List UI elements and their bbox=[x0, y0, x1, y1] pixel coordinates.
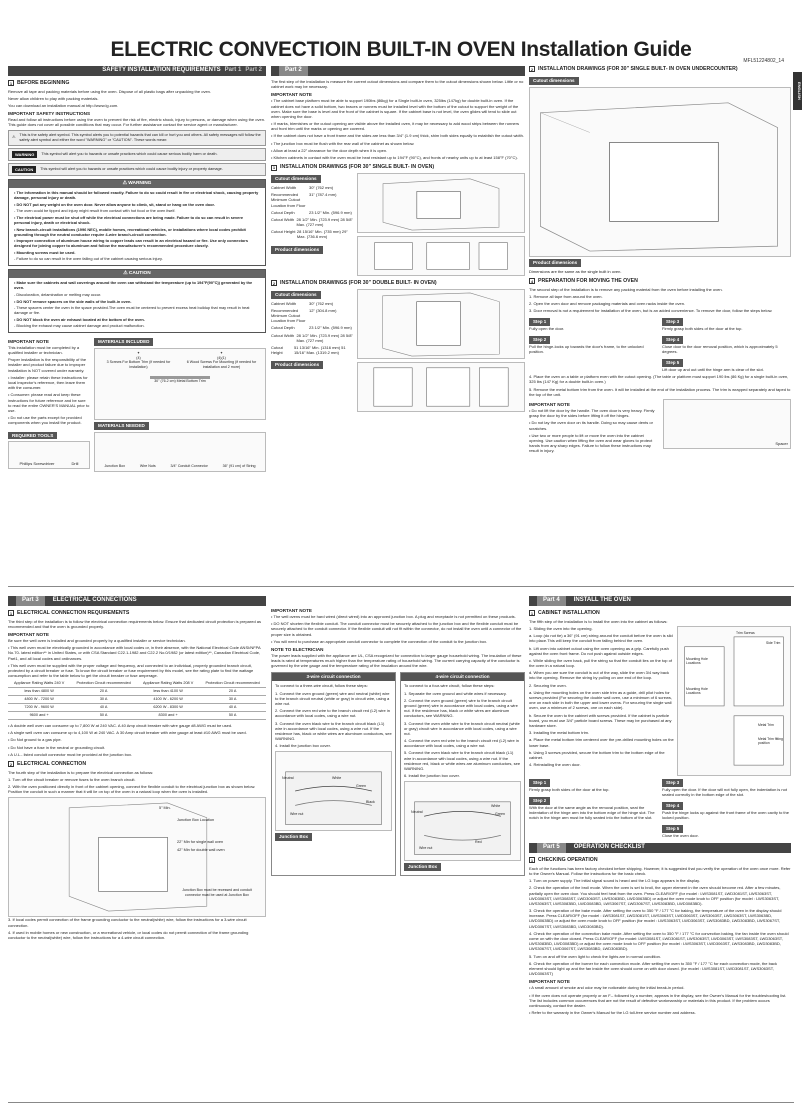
circuit-notes bbox=[8, 723, 266, 757]
step-text: Fully open the door. If the door will not fully open, the indentation is not seated correctly in the bottom edge of the slot. bbox=[662, 786, 787, 797]
single-product-diagram bbox=[357, 236, 525, 276]
list-item: b. Using 3 screws provided, secure the bottom trim to the bottom edge of the cabinet. bbox=[529, 749, 665, 760]
undercounter-diagram bbox=[529, 87, 791, 257]
wood-screw-icon: ✦ bbox=[219, 350, 223, 355]
list-item: 4. Connect the oven red wire to the branch circuit red (L2) wire in accordance with local codes, using a wire nut. bbox=[404, 738, 519, 749]
list-item: 2. Securing the oven. bbox=[529, 682, 567, 688]
product-dimensions-title: Product dimensions bbox=[529, 259, 581, 267]
table-header: Protection Circuit recommended bbox=[199, 680, 266, 687]
section-heading: 1 CABINET INSTALLATION bbox=[530, 610, 600, 616]
list-item: • Do not use the parts except for provided components when you install the product. bbox=[8, 415, 82, 426]
list-item: • Consumer: please read and keep these instructions for future reference and be sure to read the entire OWNER'S MANUAL prior to use. bbox=[8, 392, 90, 413]
list-item: b. Secure the oven to the cabinet with screws provided. If the cabinet is particle board, you must use 3/4" particle board screws. These may be purchased at any hardware store. bbox=[529, 712, 672, 728]
step-text: Close the oven door. bbox=[662, 832, 699, 838]
list-item: • A double well oven can consume up to 7,800 W at 240 VAC. A 40 Amp circuit breaker with wire gauge #8 AWG must be used. bbox=[8, 723, 233, 729]
section-heading: 2 INSTALLATION DRAWINGS (FOR 30" DOUBLE BUILT- IN OVEN) bbox=[272, 279, 437, 286]
caution-item: • Make sure the cabinets and wall coverings around the oven can withstand the temperature (up to 194°F(90°C)) generated by the oven. bbox=[14, 280, 253, 291]
caution-badge: CAUTION bbox=[12, 166, 36, 173]
list-item: 3. Check the operation of the bake mode. After setting the oven to 350 °F / 177 °C for baking, the temperature of the oven in the display should increase. Press CLEAR/OFF (for model : LWS3081ST, LWD3081ST, LWS3063ST, LWD3063ST, LWS3063ST, LWD3063ST, LWS3063BD, LWD3063BD) or adjust the oven mode knob to OFF position (for model : LWS3063ST, LWD3063ST, LWS3083BD, LWD3083BD, LWS3067ST, LWD3067ST, LWS3083BD, LWD3083BD). bbox=[529, 908, 782, 929]
list-item: • This well oven must be supplied with the proper voltage and frequency, and connected to an individual, properly grounded branch circuit, protected by a circuit breaker or fuse. To know the circuit breaker or fuse requirement by this model, see the rating plate to find the wattage consumption and refer to the table below to get the circuit breaker or fuse amperage. bbox=[8, 662, 254, 679]
screw-icon: ✦ bbox=[136, 350, 140, 355]
connection-after-steps bbox=[8, 917, 266, 940]
page-divider bbox=[8, 586, 794, 587]
warning-list bbox=[9, 188, 265, 265]
wire-label: Neutral bbox=[282, 776, 294, 781]
important-note-list bbox=[529, 408, 659, 454]
section-heading: 1 INSTALLATION DRAWINGS (FOR 30" SINGLE BUILT- IN OVEN) bbox=[272, 164, 435, 171]
table-cell: 8300 and + bbox=[137, 712, 199, 720]
diagram-label: Junction Box Location bbox=[177, 818, 215, 823]
four-wire-diagram bbox=[404, 781, 521, 861]
spacer-label: Spacer bbox=[775, 440, 788, 446]
step-label: Step 3 bbox=[662, 779, 683, 787]
list-item: 3. Connect the oven white wire to the branch circuit neutral (white or gray) circuit wire in accordance with local codes, using a wire nut. bbox=[404, 720, 520, 736]
conduit-connector-icon: 3/4" Conduit Connector bbox=[170, 464, 208, 469]
dim-row: Cutout Depth 23 1/2" Min. (596.9 mm) bbox=[271, 209, 352, 215]
connection-steps bbox=[8, 777, 266, 795]
part1-column bbox=[8, 66, 266, 576]
list-item: Proper installation is the responsibility of the installer and product failure due to improper installation is NOT covered under warranty. bbox=[8, 357, 87, 373]
part1-bar-tail: Part 2 bbox=[245, 67, 262, 74]
important-note-list bbox=[8, 645, 266, 678]
paragraph: To connect to a four-wire circuit, follow these steps: bbox=[404, 683, 495, 689]
warning-badge: WARNING bbox=[12, 151, 37, 158]
wire-label: White bbox=[491, 804, 501, 809]
list-item: 2. Open the oven door and remove packaging materials and oven racks inside the oven. bbox=[529, 301, 686, 306]
three-wire-title: 3-wire circuit connection bbox=[272, 673, 395, 681]
list-item: • The junction box must be flush with the rear wall of the cabinet as shown below. bbox=[271, 140, 415, 146]
list-item: • DO NOT shorten the flexible conduit. The conduit connector must be securely attached to the junction box and the flexible conduit must be securely attached to the conduit connector. If the flexible conduit will not fit within the connector, do not install the oven until a connector of the proper size is obtained. bbox=[271, 621, 522, 637]
paragraph: The third step of the installation is to follow the electrical connection requirements below. Ensure that dedicated circuit protection is prepared as recommended and that the oven is grounded properly. bbox=[8, 618, 262, 629]
list-item: • Do Not have a fuse in the neutral or grounding circuit. bbox=[8, 744, 106, 750]
double-cutout-diagram bbox=[357, 289, 525, 359]
diagram-label: 22" Min for single wall oven bbox=[177, 840, 224, 845]
step-label: Step 4 bbox=[662, 802, 683, 810]
important-note-heading: IMPORTANT NOTE bbox=[8, 632, 50, 638]
caution-item: • DO NOT remove spacers on the side walls of the built-in oven. bbox=[14, 298, 132, 304]
caution-item: - Discoloration, delamination or melting may occur. bbox=[14, 291, 102, 297]
wire-label: Green bbox=[356, 784, 366, 789]
important-note-heading: IMPORTANT NOTE bbox=[8, 338, 50, 344]
paragraph: The power leads supplied with the appliance are UL, CSA recognized for connection to larger gauge household wiring. The insulation of these leads is rated at temperatures much higher than the temperature rating of household wiring. The current carrying capacity of the conductor is governed by the wire gauge and the temperature rating of the insulation around the wire. bbox=[271, 652, 522, 669]
dim-row: Cabinet Width 30" (762 mm) bbox=[271, 184, 334, 190]
junction-box-diagram bbox=[8, 797, 266, 917]
paragraph: Read and follow all instructions before using the oven to prevent the risk of fire, electric shock, injury to persons, or damage when using the oven. This guide does not cover all possible conditions that may occur. For further assistance contact the service agent or manufacturer. bbox=[8, 117, 266, 128]
list-item: • Do not lift the door by the handle. The oven door is very heavy. Firmly grasp the door by the sides before lifting it off the hinges. bbox=[529, 408, 655, 419]
warning-item: • DO NOT put any weight on the oven door. Never allow anyone to climb, sit, stand or hang on the oven door. bbox=[14, 201, 215, 207]
part4-column bbox=[529, 596, 791, 1096]
table-cell: less than 4800 W bbox=[8, 688, 70, 696]
list-item: 3. If local codes permit connection of the frame grounding conductor to the neutral(white) wire, follow the instructions for a 3-wire circuit connection. bbox=[8, 917, 247, 928]
safety-heading: IMPORTANT SAFETY INSTRUCTIONS bbox=[8, 111, 91, 117]
caution-item: - Blocking the exhaust may cause cabinet damage and product malfunction. bbox=[14, 323, 145, 329]
warning-box-title: ⚠ WARNING bbox=[9, 180, 265, 188]
important-note-heading: IMPORTANT NOTE bbox=[271, 92, 313, 98]
list-item: 1. Turn off the circuit breaker or remove fuses to the oven branch circuit. bbox=[8, 776, 136, 782]
wire-label: Wire nut bbox=[419, 846, 433, 851]
important-note-heading: IMPORTANT NOTE bbox=[529, 402, 571, 408]
step-text: Close door to the door removal position, which is approximately 5 degrees. bbox=[662, 344, 778, 355]
paragraph: Remove all tape and packing materials before using the oven. Dispose of all plastic bags after unpacking the oven. bbox=[8, 88, 212, 94]
list-item: • Allow at least a 22" clearance for the door depth when it is open. bbox=[271, 147, 388, 153]
diagram-label: Trim Screws bbox=[736, 630, 755, 635]
materials-included-title: MATERIALS INCLUDED bbox=[94, 338, 153, 346]
section-heading: 4 PREPARATION FOR MOVING THE OVEN bbox=[530, 277, 638, 284]
table-cell: 40 A bbox=[199, 704, 266, 712]
table-cell: 7200 W - 9600 W bbox=[8, 704, 70, 712]
section-heading: 1 BEFORE BEGINNING bbox=[9, 80, 70, 86]
table-header: Appliance Rating Watts 240 V bbox=[8, 680, 70, 687]
section-heading: 1 CHECKING OPERATION bbox=[530, 857, 598, 864]
list-item: 3. Door removal is not a requirement for installation of the oven, but is an added convenience. To remove the door, follow the steps below. bbox=[529, 308, 773, 314]
list-item: This installation must be completed by a qualified installer or technician. bbox=[8, 344, 80, 356]
table-cell: 9600 and + bbox=[8, 712, 70, 720]
list-item: • A U.L.- listed conduit connector must be provided at the junction box. bbox=[8, 751, 133, 757]
table-cell: 30 A bbox=[70, 696, 137, 704]
list-item: 4. Install the junction box cover. bbox=[275, 743, 331, 749]
install-steps bbox=[529, 626, 674, 776]
table-row bbox=[8, 696, 266, 704]
list-item: a. Using the mounting holes on the oven side trim as a guide, drill pilot holes for screws provided (For securing the double wall oven, use a minimum of 6 screws, one on each side in both the upper and lower ovens. For securing the single wall oven, use a minimum of 2 screws, one on each side). bbox=[529, 689, 672, 711]
list-item: 1. Separate the oven ground and white wires if necessary. bbox=[404, 690, 507, 696]
warning-box bbox=[8, 179, 266, 266]
important-note-list bbox=[8, 345, 90, 426]
warning-item: • The electrical power must be shut off while the electrical connections are being made. Failure to do so can result in severe personal injury, death or electrical shock. bbox=[14, 214, 244, 225]
important-note-heading: IMPORTANT NOTE bbox=[271, 608, 313, 613]
list-item: • Do not lay the oven door on its handle. Doing so may cause dents or scratches. bbox=[529, 420, 653, 431]
junction-box-label: Junction Box bbox=[275, 833, 312, 841]
dim-row: Recommended Minimum Cutout Location from Floor 31" (787.4 mm) bbox=[271, 192, 337, 208]
step-label: Step 2 bbox=[529, 336, 550, 344]
paragraph: Be sure the well oven is installed and grounded properly by a qualified installer or service technician. bbox=[8, 638, 186, 644]
list-item: • Installer: please retain these instructions for local inspector's reference, then leave them with the consumer. bbox=[8, 374, 88, 391]
diagram-label: 42" Min for double wall oven bbox=[177, 848, 225, 853]
list-item: 6. Check the operation of the burner for each convection mode. After setting the oven to 350 °F / 177 °C for each convection mode, the back element should light up and the fan inside the oven should come on with door closed. (for model : LWS3081ST, LWD3081ST, LWS3063ST, LWD3063ST) bbox=[529, 960, 778, 977]
list-item: 5. Connect the oven black wire to the branch circuit black (L1) wire in accordance with local codes, using a wire nut. If the residence red, black or white wires are aluminum conductors, see WARNING. bbox=[404, 750, 521, 772]
list-item: • If the oven does not operate properly or an F-- followed by a number, appears in the display, see the Owner's Manual for the troubleshooting list. The list includes common occurrences that are not the result of defective workmanship or materials in this product. If the problem occurs continuously, contact the dealer. bbox=[529, 992, 787, 1008]
part1-bar-part: Part 1 bbox=[224, 67, 242, 74]
required-tools-title: REQUIRED TOOLS bbox=[8, 432, 57, 440]
list-item: 2. Connect the oven ground (green) wire to the branch circuit ground (green) wire in accordance with local codes, using a wire nut. If the residence has, black or white wires are aluminum conductors, see WARNING. bbox=[404, 697, 518, 719]
dim-row: Cabinet Width 30" (762 mm) bbox=[271, 300, 334, 306]
list-item: • A single well oven can consume up to 4,100 W at 240 VAC. A 30 Amp circuit breaker with wire gauge at least #10 AWG must be used. bbox=[8, 730, 247, 736]
warning-item: • Improper connection of aluminum house wiring to copper leads can result in an electrical hazard or fire. Use only connectors designed for joining copper to aluminum and follow the manufacturer's recommended procedure closely. bbox=[14, 238, 248, 249]
step-text: Pull the hinge-locks up towards the door's frame, to the unlocked position. bbox=[529, 344, 644, 355]
three-wire-box bbox=[271, 672, 396, 876]
page-footer-rule bbox=[8, 1102, 794, 1103]
table-cell: 6200 W - 8300 W bbox=[137, 704, 199, 712]
part1-bar-label: SAFETY INSTALLATION REQUIREMENTS bbox=[102, 67, 221, 74]
list-item: 2. Connect the oven red wire to the branch circuit red (L2) wire in accordance with local codes, using a wire nut. bbox=[275, 708, 390, 719]
wire-label: Green bbox=[495, 812, 505, 817]
paragraph: The fifth step of the installation is to install the oven into the cabinet as follows: bbox=[529, 618, 668, 624]
step-text: Fully open the door. bbox=[529, 326, 565, 332]
warning-item: • New branch-circuit installations (1996 NEC), mobile homes, recreational vehicles, or installations where local codes prohibit grounding through the neutral conductor require 4-wire branch-circuit connection. bbox=[14, 226, 246, 237]
product-dimensions-title: Product dimensions bbox=[271, 361, 323, 369]
step-label: Step 1 bbox=[529, 318, 550, 326]
table-cell: 4100 W - 6200 W bbox=[137, 696, 199, 704]
list-item: • This well oven must be electrically grounded in accordance with local codes or, in their absence, with the National Electrical Code ANSI/NFPA No.70- latest edition** in United States, or with CSA Standard C22.1-1982 and C22.2 No.0/1982 (or latest edition)**, Canadian Electrical Code, Part1, and all local codes and ordinances. bbox=[8, 645, 261, 661]
part1-bar bbox=[8, 66, 266, 76]
caution-box bbox=[8, 269, 266, 333]
list-item: 2. With the oven positioned directly in front of the cabinet opening, connect the flexible conduit to the electrical junction box as shown below. Position the conduit in such a manner that it will lie on top of the oven in a natural loop when the oven is installed. bbox=[8, 784, 256, 795]
diagram-label: Metal Trim fitting position bbox=[758, 736, 783, 746]
warning-legend: WARNING This symbol will alert you to hazards or unsafe practices which could cause serious bodily harm or death. bbox=[8, 148, 266, 161]
table-cell: 20 A bbox=[199, 688, 266, 696]
warning-item: • The information in this manual should be followed exactly. Failure to do so could result in fire or electrical shock, causing property damage, personal injury or death. bbox=[14, 190, 259, 201]
list-item: 3. Connect the oven black wire to the branch circuit black (L1) wire in accordance with local codes, using a wire nut. If the residence has, black or white wires are aluminum conductors, see WARNING. bbox=[275, 720, 392, 742]
diagram-label: Side Trim bbox=[766, 640, 781, 645]
wire-label: Black bbox=[366, 800, 375, 805]
list-item: • Use two or more people to lift or move the oven into the cabinet opening. Use caution when lifting the oven and wear gloves to protect hands from any sharp edges. Failure to follow these instructions may result in injury. bbox=[529, 432, 653, 454]
four-wire-title: 4-wire circuit connection bbox=[401, 673, 524, 681]
list-item: • Do Not ground to a gas pipe. bbox=[8, 737, 62, 743]
table-cell: 50 A bbox=[199, 712, 266, 720]
right-top-column bbox=[529, 66, 791, 576]
table-header: Protection Circuit recommended bbox=[70, 680, 137, 687]
step-label: Step 5 bbox=[662, 825, 683, 833]
list-item: 6. Install the junction box cover. bbox=[404, 773, 460, 779]
caution-list bbox=[9, 278, 265, 332]
list-item: • The well ovens must be hard wired (direct wired) into an approved junction box. A plug and receptacle is not permitted on these products. bbox=[271, 613, 516, 619]
junction-box-label: Junction Box bbox=[404, 863, 441, 871]
paragraph: You can download an installation manual at http://www.lg.com. bbox=[8, 103, 119, 109]
model-code: MFL51224802_14 bbox=[743, 58, 784, 64]
important-note-list bbox=[271, 614, 525, 644]
list-item: 2. Check the operation of the broil mode. When the oven is set to broil, the upper element in the oven should become red. After a few minutes, partially open the oven door. You should feel heat from the oven. Press CLEAR/OFF (for model : LWS3081ST, LWD3081ST, LWS3063ST, LWD3063ST, LWS3083ST, LWD3063ST, LWS3083BD, LWD3063BD) or adjust the oven mode knob to OFF position (for model : LWS3063ST, LWS3063ST, LWS3083BD, LWD3083BD, LWS3067ST, LWD3067ST, LWS3083BD, LWD3083BD). bbox=[529, 885, 781, 906]
list-item: a. Loop (do not tie) a 36" (91 cm) string around the conduit before the oven is slid into place.This will keep the conduit from falling behind the oven. bbox=[529, 633, 673, 644]
step-text: Push the hinge locks up against the front frame of the oven cavity to the locked position. bbox=[662, 809, 789, 820]
caution-item: • DO NOT block the oven air exhaust located at the bottom of the oven. bbox=[14, 316, 145, 322]
table-row bbox=[8, 712, 266, 720]
step-label: Step 2 bbox=[529, 797, 550, 805]
three-wire-diagram bbox=[275, 751, 392, 831]
materials-needed-title: MATERIALS NEEDED bbox=[94, 422, 149, 430]
prep-post-steps bbox=[529, 374, 791, 397]
paragraph: Dimensions are the same as the single built in oven. bbox=[529, 268, 622, 274]
safety-alert-row: ⚠ This is the safety alert symbol. This symbol alerts you to potential hazards that can kill or hurt you and others. All safety messages will follow the safety alert symbol and either the word "WARNING" or "CAUTION". These words mean: bbox=[8, 130, 266, 146]
diagram-label: Metal Trim bbox=[758, 722, 774, 727]
paragraph: To connect to a three-wire circuit, follow these steps: bbox=[275, 683, 368, 689]
table-cell: 20 A bbox=[70, 688, 137, 696]
list-item: 5. Turn on and off the oven light to check the lights are in normal condition. bbox=[529, 953, 662, 959]
warning-item: • Mounting screws must be used. bbox=[14, 249, 76, 255]
part3-column bbox=[8, 596, 266, 1096]
drill-icon: Drill bbox=[71, 461, 79, 467]
list-item: • The cabinet base platform must be able to support 190lbs (86kg) for a Single built-in oven, 325lbs (147kg) for double built-in oven. If the cabinet does not have a solid bottom, two braces or runners must be installed level with the bottom of the cutout to support the weight of the oven. Make sure the base is level and the front of the cabinet is square. If the cabinet base is not level, the oven glides will tend to slide out when opening the door. bbox=[271, 98, 519, 119]
step-label: Step 3 bbox=[662, 318, 683, 326]
list-item: 4. Place the oven on a table or platform even with the cutout opening. (The table or platform must support 190 lbs (86 Kg) for a single built-in oven, 325 lbs (147 Kg) for a double built-in oven.) bbox=[529, 374, 789, 385]
table-cell: 40 A bbox=[70, 704, 137, 712]
wire-label: Wire nut bbox=[290, 812, 304, 817]
cutout-dimensions-title: Cutout dimensions bbox=[529, 77, 579, 85]
table-cell: 4800 W - 7200 W bbox=[8, 696, 70, 704]
list-item: 1. Remove all tape from around the oven. bbox=[529, 293, 603, 299]
electrician-heading: NOTE TO ELECTRICIAN bbox=[271, 646, 324, 652]
product-dimensions-title: Product dimensions bbox=[271, 246, 323, 254]
table-header: Appliance Rating Watts 208 V bbox=[137, 680, 199, 687]
paragraph: Each of the functions has been factory checked before shipping. However, it is suggested that you verify the operation of the oven once more. Refer to the Owner's Manual. Follow the instructions for the basic check. bbox=[529, 865, 791, 876]
warning-item: - Failure to do so can result in the oven falling out of the cabinet causing serious injury. bbox=[14, 256, 163, 262]
list-item: 4. If used in mobile homes or new construction, or a recreational vehicle, or local codes do not permit connection of the frame grounding conductor to the neutral(white) wire, follow the instructions for a 4-wire circuit connection. bbox=[8, 929, 249, 941]
important-note-list bbox=[529, 985, 791, 1015]
materials-needed-diagram bbox=[94, 432, 266, 472]
step-label: Step 4 bbox=[662, 336, 683, 344]
diagram-label: 5" Min. bbox=[159, 806, 171, 811]
step-text: Firmly grasp both sides of the door at the top. bbox=[529, 786, 610, 792]
cutout-dimensions-title: Cutout dimensions bbox=[271, 175, 321, 183]
page-title: ELECTRIC CONVECTIOIN BUILT-IN OVEN Installation Guide bbox=[110, 38, 692, 61]
cutout-dimensions-title: Cutout dimensions bbox=[271, 291, 321, 299]
part4-bar: Part 4 INSTALL THE OVEN bbox=[529, 596, 791, 606]
list-item: 1. Sliding the oven into the opening. bbox=[529, 625, 593, 631]
list-item: • Kitchen cabinets in contact with the oven must be heat resistant up to 194°F (90°C), and fronts of nearby units up to at least 158°F (70°C). bbox=[271, 155, 518, 161]
section-heading: 1 ELECTRICAL CONNECTION REQUIREMENTS bbox=[9, 610, 130, 616]
table-cell: 30 A bbox=[199, 696, 266, 704]
junction-box-icon: Junction Box bbox=[104, 464, 126, 469]
list-item: 3. Installing the metal bottom trim. bbox=[529, 730, 590, 736]
materials-included-diagram: ✦ (4) 3 Screws For Bottom Trim (if needed for installation) ✦ (4)(1) 6 Wood Screws For Mounting (if needed for installation and 2 more) 30" (76.2 cm) Metal Bottom Trim bbox=[94, 348, 266, 420]
important-note-list bbox=[271, 98, 525, 160]
tools-diagram bbox=[8, 441, 90, 469]
list-item: 5. Remove the metal bottom trim from the oven. It will be installed at the end of the installation process. The trim is wrapped separately and taped to the top of the unit. bbox=[529, 386, 791, 397]
important-note-heading: IMPORTANT NOTE bbox=[529, 979, 571, 985]
list-item: 4. Reinstalling the oven door. bbox=[529, 762, 581, 768]
paragraph: The first step of the installation is measure the current cutout dimensions and compare them to the cutout dimensions shown below. Little or no cabinet work may be necessary. bbox=[271, 79, 524, 90]
diagram-label: Junction Box must be recessed and conduit connector must be used at Junction Box bbox=[182, 888, 252, 898]
single-cutout-diagram bbox=[357, 173, 525, 233]
screwdriver-icon: Phillips Screwdriver bbox=[19, 461, 55, 467]
spacer-diagram bbox=[663, 399, 791, 449]
list-item: 1. Turn on power supply. The initial signal sound is heard and the LG logo appears in the display. bbox=[529, 878, 700, 884]
dim-row: Recommended Minimum Cutout Location from Floor 12" (304.8 mm) bbox=[271, 307, 337, 324]
circuit-table bbox=[8, 680, 266, 720]
section-heading: 2 ELECTRICAL CONNECTION bbox=[9, 760, 87, 767]
dim-row: Cutout Depth 23 1/2" Min. (596.9 mm) bbox=[271, 325, 352, 331]
paragraph: The fourth step of the installation is to prepare the electrical connection as follows: bbox=[8, 769, 154, 775]
step-label: Step 1 bbox=[529, 779, 550, 787]
warning-item: - The oven could be tipped and injury might result from contact with hot food or the oven itself. bbox=[14, 208, 176, 214]
step-text: Firmly grasp both sides of the door at the top. bbox=[662, 326, 743, 332]
list-item: • You will need to purchase an appropriate conduit connector to complete the connection of the conduit to the junction box. bbox=[271, 638, 488, 644]
dim-row: Cutout Width 28 1/2" Min. (723.9 mm) 28 5/8" Max. (727 mm) bbox=[271, 332, 353, 343]
list-item: a. Place the metal bottom trim centered over the pre-drilled mounting holes on the lower base. bbox=[529, 737, 674, 748]
paragraph: Never allow children to play with packing materials. bbox=[8, 95, 99, 101]
three-wire-steps bbox=[275, 691, 392, 749]
table-cell: less than 4100 W bbox=[137, 688, 199, 696]
wire-label: Neutral bbox=[411, 810, 423, 815]
list-item: d. When you are sure the conduit is out of the way, slide the oven 3/4 way back into the opening. Remove the string by pulling on one end of the loop. bbox=[529, 670, 670, 681]
part3-bar: Part 3 ELECTRICAL CONNECTIONS bbox=[8, 596, 266, 606]
part2-column bbox=[271, 66, 525, 576]
list-item: • Refer to the warranty in the Owner's Manual for the LG toll-free service number and address. bbox=[529, 1010, 696, 1016]
list-item: c. While sliding the oven back, pull the string so that the conduit lies on the top of the oven in a natural loop. bbox=[529, 657, 672, 669]
prep-steps bbox=[529, 294, 791, 314]
dim-row: Cutout Width 28 1/2" Min. (723.9 mm) 28 5/8" Max. (727 mm) bbox=[271, 216, 353, 228]
dim-row: Cutout Height 51 13/16" Min. (1316 mm) 51 15/16" Max. (1319.2 mm) bbox=[271, 345, 346, 356]
diagram-label: Mounting Hole Locations bbox=[686, 686, 708, 696]
cabinet-cutout-drawing bbox=[358, 174, 524, 232]
trim-diagram bbox=[677, 626, 791, 776]
part3b-column bbox=[271, 596, 525, 1096]
section-heading: 2 INSTALLATION DRAWINGS (FOR 30" SINGLE BUILT- IN OVEN UNDERCOUNTER) bbox=[530, 66, 738, 72]
table-row bbox=[8, 688, 266, 696]
step-text: With the door at the same angle as the removal position, seat the indentation of the hinge arm into the bottom edge of the hinge slot. The notch in the hinge arm must be fully seated into the bottom of the slot. bbox=[529, 804, 655, 820]
four-wire-box bbox=[400, 672, 525, 876]
string-icon: 36" (91 cm) of String bbox=[222, 464, 256, 469]
step-text: Lift door up and out until the hinge arm is clear of the slot. bbox=[662, 367, 764, 373]
caution-legend: CAUTION This symbol will alert you to hazards or unsafe practices which could cause bodily injury or property damage. bbox=[8, 163, 266, 176]
caution-item: - These spacers center the oven in the space provided.The oven must be centered to prevent excess heat buildup that may result in heat damage or fire. bbox=[14, 305, 250, 316]
step-label: Step 5 bbox=[662, 359, 683, 367]
list-item: • If the cabinet does not have a front frame and the sides are less than 3/4" (1.9 cm) thick, shim both sides equally to establish the cutout width. bbox=[271, 133, 524, 139]
checklist-items bbox=[529, 878, 791, 976]
list-item: 4. Check the operation of the convection bake mode. After setting the oven to 350 °F / 177 °C for convection baking, the fan inside the oven should come on with the door closed. Press CLEAR/OFF (for model: LWS3081ST, LWD3081ST, LWS3063ST, LWD3063ST, LWS3083ST, LWD3063ST, LWS3083BD, LWD3083BD) or adjust the oven mode knob to OFF position (for model : LWS3063ST, LWD3063ST, LWS3083BD, LWD3083BD, LWS3067ST, LWD3067ST, LWS3083BD, LWD3083BD). bbox=[529, 930, 789, 952]
part2-bar: Part 2 bbox=[271, 66, 525, 76]
caution-box-title: ⚠ CAUTION bbox=[9, 270, 265, 278]
wire-nut-icon: Wire Nuts bbox=[139, 464, 156, 469]
wire-label: Red bbox=[475, 840, 482, 845]
table-row bbox=[8, 704, 266, 712]
dim-row: Cutout Height 28 15/16" Min. (735 mm) 29" Max. (736.6 mm) bbox=[271, 229, 348, 240]
diagram-label: Mounting Hole Locations bbox=[686, 656, 708, 666]
part5-bar: Part 5 OPERATION CHECKLIST bbox=[529, 843, 791, 853]
table-cell: 50 A bbox=[70, 712, 137, 720]
four-wire-steps bbox=[404, 691, 521, 779]
paragraph: The second step of the installation is to remove any packing material from the oven before installing the oven. bbox=[529, 286, 723, 292]
wire-label: White bbox=[332, 776, 342, 781]
list-item: • If marks, blemishes or the cutout opening are visible above the installed oven, it may be necessary to add wood strips between the runners and front trim until the marks or opening are covered. bbox=[271, 121, 519, 132]
list-item: 1. Connect the oven ground (green) wire and neutral (white) wire to the branch circuit neutral (white or gray) in circuit wire, using a wire nut. bbox=[275, 690, 390, 706]
list-item: • A small amount of smoke and odor may be noticeable during the initial break-in period. bbox=[529, 985, 685, 991]
double-product-diagram bbox=[357, 362, 525, 412]
alert-triangle-icon: ⚠ bbox=[12, 135, 16, 140]
language-tab: ENGLISH bbox=[793, 72, 802, 110]
list-item: b. Lift oven into cabinet cutout using the oven opening as a grip. Carefully push against the oven front frame. Do not push against outside edges. bbox=[529, 645, 669, 656]
